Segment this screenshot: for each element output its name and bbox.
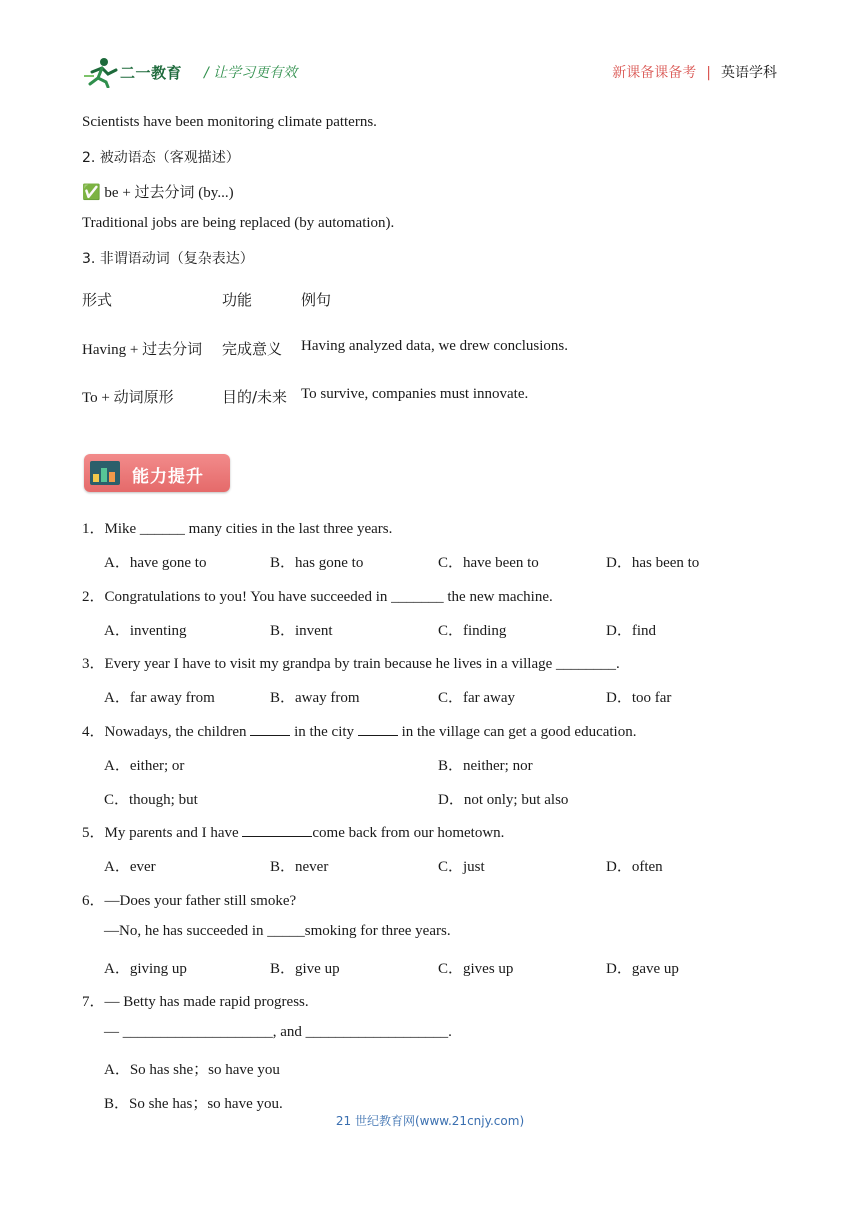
blank-line xyxy=(242,822,312,837)
table-cell: 完成意义 xyxy=(222,340,283,358)
table-cell: Having + 过去分词 xyxy=(82,342,203,358)
question-5 xyxy=(82,821,504,842)
question-number: 6． xyxy=(82,893,105,909)
question-number: 5． xyxy=(82,825,105,841)
question-text: — Betty has made rapid progress. xyxy=(104,994,309,1010)
chart-blocks-icon xyxy=(90,461,120,485)
option-a: A．have gone to xyxy=(104,555,207,571)
page-footer: 21 世纪教育网(www.21cnjy.com) xyxy=(335,1114,525,1128)
option-a: A．inventing xyxy=(104,623,187,639)
option-a: A．far away from xyxy=(104,690,215,706)
table-header: 例句 xyxy=(301,291,332,309)
question-number: 2． xyxy=(82,589,105,605)
question-text: Every year I have to visit my grandpa by train because he lives in a village ________. xyxy=(104,656,620,672)
intro-sentence-2: Traditional jobs are being replaced (by automation). xyxy=(82,215,395,231)
option-a: A．giving up xyxy=(104,961,187,977)
option-b: B．neither; nor xyxy=(438,758,533,774)
question-6-line-2: —No, he has succeeded in _____smoking for three years. xyxy=(104,923,451,939)
question-2 xyxy=(82,585,553,606)
option-b: B．away from xyxy=(270,690,360,706)
option-d: D．gave up xyxy=(606,961,679,977)
header-course-label: 新课备课备考 xyxy=(612,65,697,81)
option-b: B．has gone to xyxy=(270,555,364,571)
question-text: —Does your father still smoke? xyxy=(104,893,297,909)
question-text: Mike ______ many cities in the last three years. xyxy=(104,521,393,537)
option-b: B．give up xyxy=(270,961,340,977)
option-d: D．not only; but also xyxy=(438,792,569,808)
section-banner xyxy=(84,454,230,492)
question-1 xyxy=(82,517,392,538)
option-c: C．just xyxy=(438,859,485,875)
option-c: C．finding xyxy=(438,623,507,639)
banner-label: 能力提升 xyxy=(132,467,204,487)
question-number: 3． xyxy=(82,656,105,672)
option-a: A．So has she；so have you xyxy=(104,1062,280,1078)
blank-line xyxy=(250,721,290,736)
option-c: C．far away xyxy=(438,690,516,706)
option-a: A．either; or xyxy=(104,758,185,774)
table-header: 功能 xyxy=(222,291,253,309)
option-d: D．too far xyxy=(606,690,672,706)
question-7-line-2: — ____________________, and ___________________. xyxy=(104,1024,452,1040)
option-d: D．find xyxy=(606,623,656,639)
header-subject xyxy=(612,62,777,82)
option-b: B．never xyxy=(270,859,329,875)
question-number: 1． xyxy=(82,521,105,537)
question-number: 4． xyxy=(82,724,105,740)
logo-text: 二一教育 xyxy=(120,64,183,82)
option-c: C．though; but xyxy=(104,792,198,808)
option-b: B．invent xyxy=(270,623,333,639)
question-text: come back from our hometown. xyxy=(312,825,505,841)
question-number: 7． xyxy=(82,994,105,1010)
passive-rule: ✅ be + 过去分词 (by...) xyxy=(82,185,234,201)
question-4 xyxy=(82,720,636,741)
slogan: / 让学习更有效 xyxy=(204,65,298,81)
question-text: My parents and I have xyxy=(104,825,239,841)
option-b: B．So she has；so have you. xyxy=(104,1096,283,1112)
table-cell: To + 动词原形 xyxy=(82,390,174,406)
page-header xyxy=(82,56,777,88)
table-cell: To survive, companies must innovate. xyxy=(301,386,529,402)
runner-logo-icon xyxy=(82,56,122,88)
question-6 xyxy=(82,889,296,910)
option-d: D．has been to xyxy=(606,555,700,571)
question-text: Congratulations to you! You have succeeded in _______ the new machine. xyxy=(104,589,553,605)
option-a: A．ever xyxy=(104,859,156,875)
header-separator: | xyxy=(706,65,711,81)
question-3 xyxy=(82,652,620,673)
question-7 xyxy=(82,990,309,1011)
question-text: in the city xyxy=(294,724,355,740)
section-heading-nonfinite: 3. 非谓语动词（复杂表达） xyxy=(82,251,254,267)
table-header: 形式 xyxy=(82,291,113,309)
table-cell: Having analyzed data, we drew conclusions. xyxy=(301,338,568,354)
option-d: D．often xyxy=(606,859,663,875)
question-text: Nowadays, the children xyxy=(104,724,247,740)
logo xyxy=(82,56,192,88)
option-c: C．have been to xyxy=(438,555,539,571)
intro-sentence-1: Scientists have been monitoring climate patterns. xyxy=(82,114,377,130)
table-cell: 目的/未来 xyxy=(222,388,288,406)
question-text: in the village can get a good education. xyxy=(401,724,637,740)
option-c: C．gives up xyxy=(438,961,514,977)
header-subject-label: 英语学科 xyxy=(721,65,777,81)
blank-line xyxy=(358,721,398,736)
section-heading-passive: 2. 被动语态（客观描述） xyxy=(82,150,240,166)
